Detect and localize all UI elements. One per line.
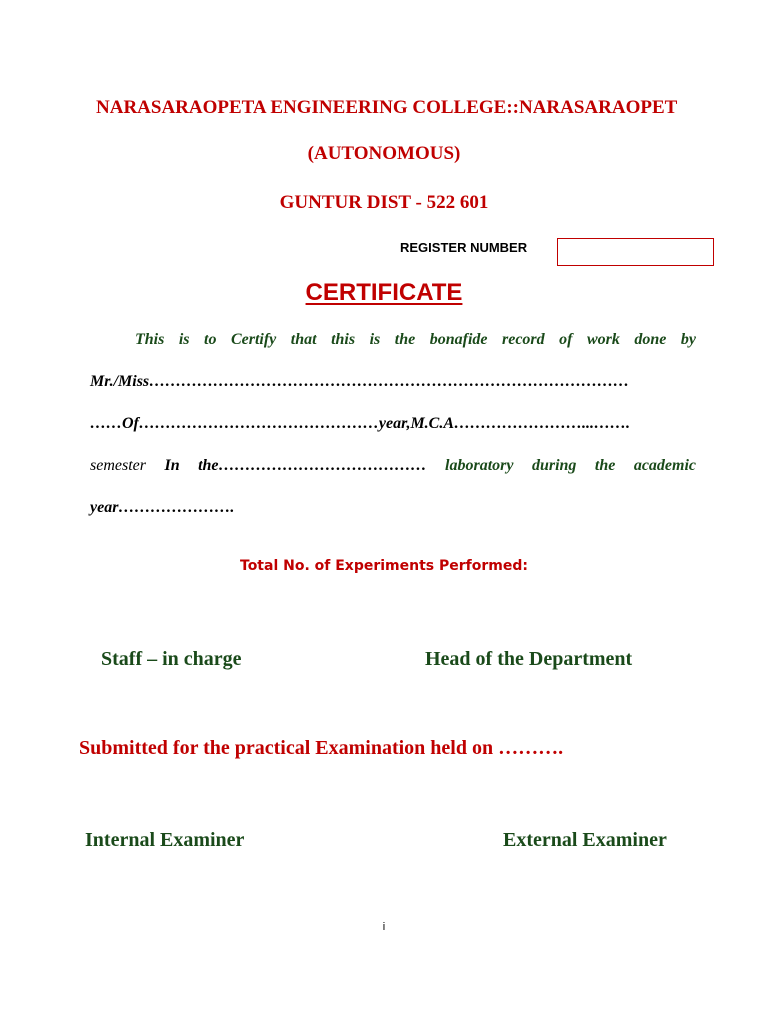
- submitted-statement: Submitted for the practical Examination held on ……….: [79, 737, 564, 759]
- year-mca-blank: year,M.C.A……………………...…….: [378, 415, 631, 432]
- college-name: NARASARAOPETA ENGINEERING COLLEGE::NARASARAOPET: [96, 97, 678, 118]
- internal-examiner-signature: Internal Examiner: [85, 829, 245, 851]
- semester-line: [90, 457, 696, 475]
- of-blank: ……Of………………………………………: [90, 415, 379, 432]
- hod-signature: Head of the Department: [425, 648, 633, 670]
- academic-year-line: [90, 499, 696, 517]
- register-number-box[interactable]: [557, 238, 714, 266]
- register-number-label: REGISTER NUMBER: [400, 240, 528, 255]
- page-number: i: [382, 921, 386, 933]
- certify-text: This is to Certify that this is the bonafide record of work done by: [135, 331, 696, 348]
- academic-year-blank: year………………….: [90, 499, 235, 516]
- laboratory-blank: In the…………………………………: [164, 457, 427, 474]
- external-examiner-signature: External Examiner: [503, 829, 667, 851]
- year-line: [90, 415, 696, 433]
- certify-line: [90, 331, 696, 349]
- name-line: [90, 373, 696, 391]
- certificate-title: CERTIFICATE: [305, 279, 463, 306]
- staff-in-charge-signature: Staff – in charge: [101, 648, 242, 670]
- name-blank: Mr./Miss………………………………………………………………………………: [90, 373, 630, 390]
- autonomous-status: (AUTONOMOUS): [307, 143, 461, 164]
- semester-text: semester: [90, 457, 146, 474]
- district-address: GUNTUR DIST - 522 601: [279, 192, 489, 213]
- laboratory-text: laboratory during the academic: [445, 457, 697, 474]
- total-experiments-label: Total No. of Experiments Performed:: [240, 558, 528, 574]
